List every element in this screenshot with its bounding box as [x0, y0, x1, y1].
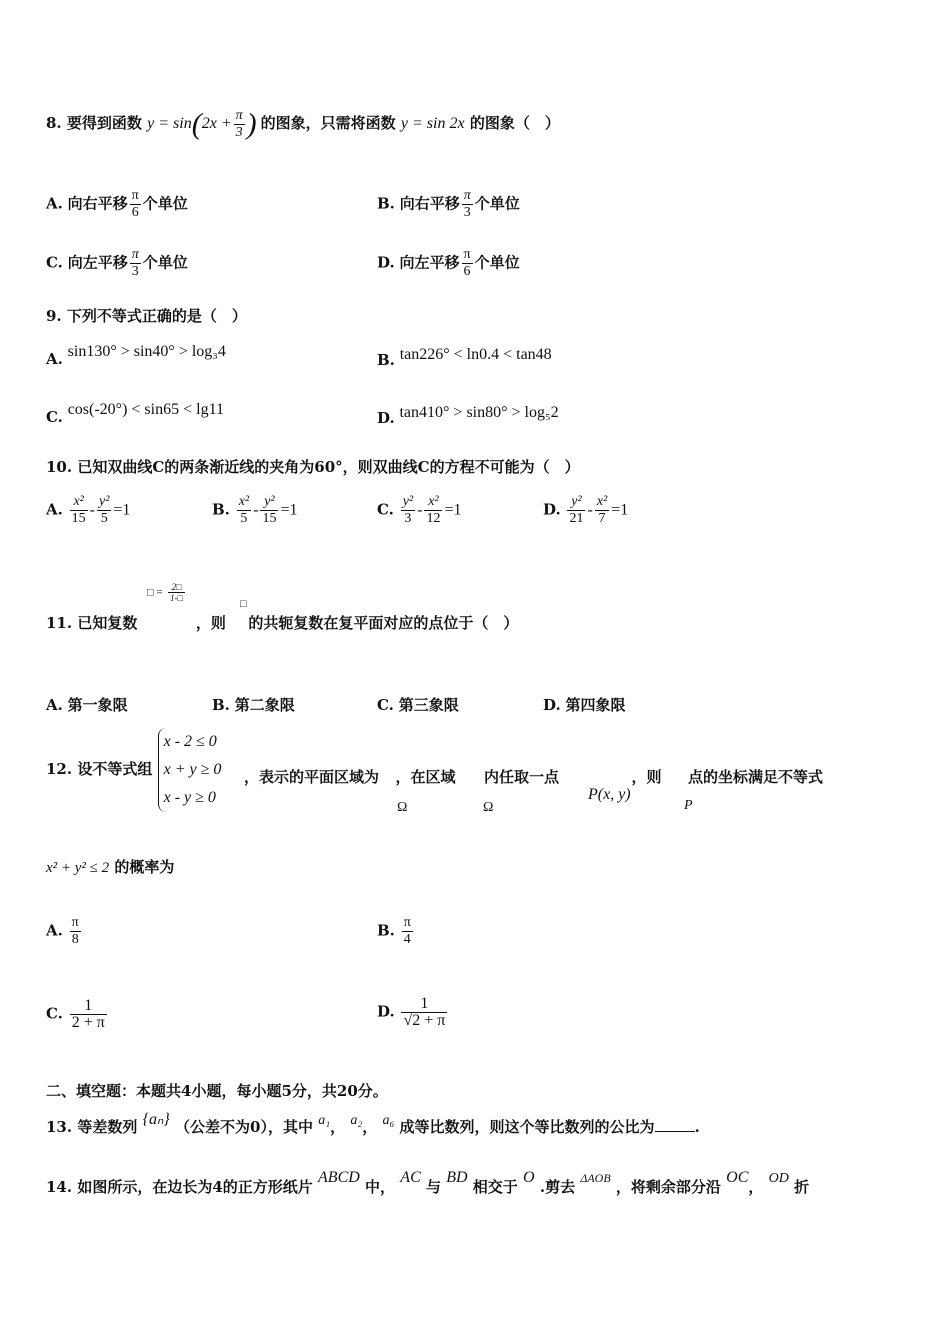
option-b[interactable]: [377, 345, 552, 369]
question-text: ，则: [195, 614, 226, 632]
question-text: ，将剩余部分沿: [615, 1178, 721, 1196]
option-label: D.: [543, 500, 561, 519]
question-number: 8.: [46, 114, 62, 133]
fraction-denominator: 3: [235, 125, 243, 140]
option-text: 第一象限: [67, 696, 128, 714]
option-a[interactable]: [46, 188, 188, 221]
fraction: [234, 108, 245, 141]
option-b[interactable]: B. $\frac{\text{x²}}{5}$ - $\frac{\text{y²}}{15}$ =1: [212, 494, 298, 526]
term-a6: a₆: [382, 1113, 395, 1128]
question-number: 9.: [46, 307, 62, 325]
option-label: D.: [377, 253, 395, 272]
option-d[interactable]: [543, 694, 626, 715]
question-9: [46, 305, 247, 326]
option-expression: tan226° < ln0.4 < tan48: [399, 346, 552, 363]
fraction: [168, 582, 185, 603]
fraction: [97, 494, 111, 527]
fraction: [237, 494, 251, 527]
option-b[interactable]: [377, 188, 520, 221]
fraction-denominator: 2 + π: [71, 1014, 105, 1031]
option-c[interactable]: [46, 247, 188, 280]
sequence-symbol: {aₙ}: [142, 1111, 170, 1128]
segment-ac: AC: [400, 1169, 421, 1186]
z-symbol: □: [240, 598, 247, 610]
question-10: [46, 456, 580, 477]
fraction: [401, 996, 447, 1029]
question-text: 折: [794, 1178, 810, 1196]
function-expression: y = sin(2x + $\frac{\pi}{3}$ ): [147, 107, 257, 141]
question-number: 12.: [46, 760, 73, 778]
fraction: [462, 247, 473, 280]
option-text: 个单位: [142, 194, 188, 213]
answer-blank[interactable]: [655, 1131, 695, 1132]
question-text: 已知双曲线C的两条渐近线的夹角为60°，则双曲线C的方程不可能为（ ）: [77, 458, 580, 476]
question-text: 内任取一点: [483, 768, 559, 786]
fraction-denominator: 15: [262, 511, 277, 526]
question-12-continued: [244, 766, 823, 787]
p-symbol: P: [684, 798, 693, 813]
fraction-numerator: x²: [424, 494, 442, 511]
fraction: [130, 247, 141, 280]
option-c[interactable]: C. $\frac{\text{y²}}{3}$ - $\frac{\text{x²}}{12}$ =1: [377, 494, 462, 526]
fraction-numerator: 1: [401, 996, 447, 1013]
option-d[interactable]: [377, 403, 559, 427]
option-label: C.: [377, 696, 394, 714]
equation-rhs: =1: [611, 501, 629, 519]
question-text: .: [694, 1118, 700, 1136]
question-text: 成等比数列，则这个等比数列的公比为: [399, 1118, 655, 1136]
option-text: 向右平移: [399, 194, 460, 213]
question-13: [46, 1111, 700, 1137]
option-d[interactable]: [377, 247, 520, 280]
fraction-denominator: 6: [463, 264, 471, 279]
option-label: A.: [46, 350, 63, 368]
question-text: ，表示的平面区域为: [244, 768, 380, 786]
option-a[interactable]: A. $\frac{\text{x²}}{15}$ - $\frac{\text{y²}}{5}$ =1: [46, 494, 131, 526]
question-text: 的共轭复数在复平面对应的点位于（ ）: [248, 614, 519, 632]
option-label: B.: [377, 351, 395, 369]
option-label: C.: [377, 500, 394, 519]
fraction-numerator: 2□: [168, 582, 185, 593]
option-label: D.: [543, 696, 561, 714]
question-text: 设不等式组: [77, 760, 153, 778]
fraction-denominator: 4: [403, 932, 411, 947]
fraction-denominator: 5: [100, 511, 108, 526]
system-line: x + y ≥ 0: [163, 761, 222, 778]
option-label: B.: [212, 696, 230, 714]
separator: ，: [362, 1118, 378, 1136]
complex-definition: [147, 582, 187, 603]
z-lhs: □ =: [147, 586, 163, 599]
option-text: 第三象限: [398, 696, 459, 714]
question-text: 下列不等式正确的是（ ）: [66, 307, 247, 325]
option-d[interactable]: [377, 996, 449, 1029]
function-lhs: y = sin: [147, 115, 192, 133]
fraction: [424, 494, 442, 527]
fraction: [260, 494, 278, 527]
question-text: 的图象，只需将函数: [260, 114, 396, 133]
question-text: .剪去: [539, 1178, 576, 1196]
option-expression: sin130° > sin40° > log₃4: [67, 343, 226, 360]
question-text: 与: [425, 1178, 441, 1196]
option-label: C.: [46, 1004, 63, 1023]
point-o: O: [523, 1169, 535, 1186]
equation-rhs: =1: [113, 501, 131, 519]
fraction-denominator: √2 + π: [403, 1012, 446, 1029]
question-text: 已知复数: [77, 614, 138, 632]
question-number: 10.: [46, 458, 73, 476]
fraction: [567, 494, 585, 527]
fraction-denominator: 21: [569, 511, 584, 526]
equation-rhs: =1: [444, 501, 462, 519]
option-text: 第四象限: [565, 696, 626, 714]
fraction-numerator: 1: [70, 998, 107, 1015]
inequality-expression: x² + y² ≤ 2: [46, 860, 110, 876]
segment-oc: OC: [726, 1169, 749, 1186]
fraction-denominator: 3: [404, 511, 412, 526]
fraction-denominator: 3: [131, 264, 139, 279]
inequality-system: [158, 728, 222, 812]
point-expression: P(x, y): [588, 786, 631, 803]
fraction-numerator: x²: [70, 494, 88, 511]
question-number: 13.: [46, 1118, 73, 1136]
fraction: [401, 494, 415, 527]
option-text: 第二象限: [234, 696, 295, 714]
question-number: 11.: [46, 614, 73, 632]
question-8: [46, 108, 560, 141]
option-label: A.: [46, 921, 63, 940]
option-label: B.: [377, 921, 395, 940]
option-label: C.: [46, 253, 63, 272]
fraction-denominator: 5: [240, 511, 248, 526]
fraction-numerator: π: [235, 108, 243, 123]
section-heading: 二、填空题：本题共4小题，每小题5分，共20分。: [46, 1082, 388, 1100]
function-inner: 2x +: [201, 115, 232, 133]
segment-bd: BD: [446, 1169, 468, 1186]
option-text: 向左平移: [399, 253, 460, 272]
fraction-denominator: 12: [426, 511, 441, 526]
segment-od: OD: [768, 1171, 789, 1186]
question-text: （公差不为0），其中: [175, 1118, 313, 1136]
fraction: [595, 494, 609, 527]
option-text: 个单位: [474, 194, 520, 213]
fraction: [70, 494, 88, 527]
question-12: [46, 728, 221, 812]
fraction-numerator: y²: [260, 494, 278, 511]
system-line: x - 2 ≤ 0: [163, 733, 217, 750]
question-text: 中，: [365, 1178, 396, 1196]
question-12-inequality: [46, 856, 174, 877]
question-text: 的图象（ ）: [469, 114, 560, 133]
fraction: [402, 915, 413, 948]
option-a[interactable]: [46, 915, 83, 948]
option-label: D.: [377, 1002, 395, 1021]
separator: ，: [330, 1118, 346, 1136]
option-label: B.: [377, 194, 395, 213]
fraction: [70, 915, 81, 948]
fraction: [130, 188, 141, 221]
question-text: 相交于: [472, 1178, 518, 1196]
fraction-numerator: y²: [98, 494, 110, 509]
option-c[interactable]: [46, 998, 109, 1031]
option-expression: cos(-20°) < sin65 < lg11: [67, 401, 224, 418]
option-a[interactable]: [46, 694, 128, 715]
option-c[interactable]: [377, 694, 459, 715]
fraction-numerator: y²: [567, 494, 585, 511]
omega-symbol: Ω: [397, 800, 408, 815]
fraction-numerator: x²: [238, 494, 250, 509]
fraction-numerator: π: [403, 915, 411, 930]
fraction-denominator: 7: [598, 511, 606, 526]
question-text: 如图所示，在边长为4的正方形纸片: [77, 1178, 313, 1196]
fraction: [462, 188, 473, 221]
option-b[interactable]: [377, 915, 415, 948]
triangle-aob: ΔAOB: [580, 1171, 611, 1185]
function-expression: y = sin 2x: [400, 115, 465, 133]
fraction: [70, 998, 107, 1031]
fraction-denominator: 1-□: [170, 593, 184, 603]
term-a2: a₂: [350, 1113, 363, 1128]
option-text: 个单位: [474, 253, 520, 272]
option-c[interactable]: [46, 400, 224, 426]
question-text: ，则: [631, 768, 662, 786]
option-d[interactable]: D. $\frac{\text{y²}}{21}$ - $\frac{\text{x²}}{7}$ =1: [543, 494, 629, 526]
fraction-numerator: π: [131, 247, 139, 262]
option-text: 向左平移: [67, 253, 128, 272]
fraction-denominator: 8: [71, 932, 79, 947]
option-label: C.: [46, 408, 63, 426]
square-label: ABCD: [318, 1169, 360, 1186]
system-line: x - y ≥ 0: [163, 789, 216, 806]
question-11: [46, 612, 518, 633]
option-expression: tan410° > sin80° > log₅2: [399, 404, 559, 421]
fraction-denominator: 15: [71, 511, 86, 526]
fraction-numerator: π: [71, 915, 79, 930]
option-label: A.: [46, 500, 63, 519]
option-text: 个单位: [142, 253, 188, 272]
option-label: B.: [212, 500, 230, 519]
question-14: [46, 1169, 810, 1197]
term-a1: a₁: [318, 1113, 331, 1128]
fraction-numerator: π: [131, 188, 139, 203]
fraction-numerator: π: [463, 247, 471, 262]
option-label: A.: [46, 194, 63, 213]
option-b[interactable]: [212, 694, 295, 715]
option-text: 向右平移: [67, 194, 128, 213]
omega-symbol: Ω: [483, 800, 494, 815]
question-number: 14.: [46, 1178, 73, 1196]
fraction-denominator: 3: [463, 205, 471, 220]
fraction-numerator: y²: [402, 494, 414, 509]
option-label: A.: [46, 696, 63, 714]
question-text: 点的坐标满足不等式: [687, 768, 823, 786]
question-text: ，在区域: [395, 768, 456, 786]
question-text: 等差数列: [77, 1118, 138, 1136]
fraction-numerator: x²: [596, 494, 608, 509]
fraction-denominator: 6: [131, 205, 139, 220]
equation-rhs: =1: [280, 501, 298, 519]
option-a[interactable]: [46, 342, 226, 368]
question-text: 要得到函数: [66, 114, 142, 133]
separator: ，: [748, 1178, 764, 1196]
fraction-numerator: π: [463, 188, 471, 203]
option-label: D.: [377, 409, 395, 427]
question-text: 的概率为: [114, 858, 175, 876]
